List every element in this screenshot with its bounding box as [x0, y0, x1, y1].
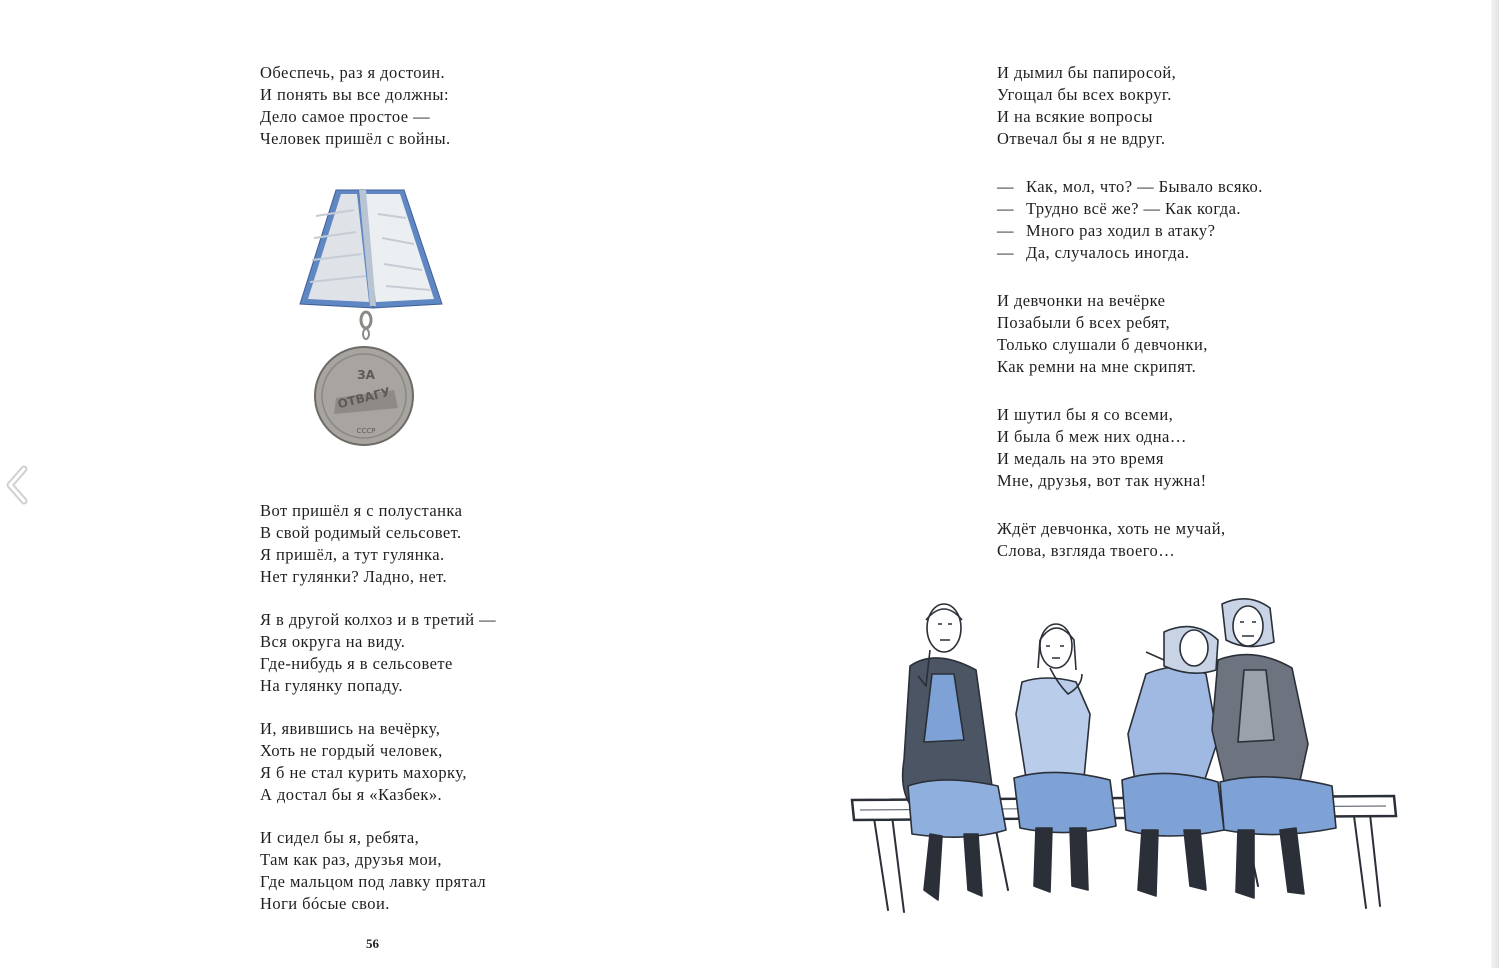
poem-line: Я в другой колхоз и в третий — — [260, 610, 497, 629]
stanza — [260, 827, 496, 915]
dialogue-stanza — [997, 176, 1263, 264]
page-edge — [1491, 0, 1499, 968]
poem-line: А достал бы я «Казбек». — [260, 785, 443, 804]
dialogue-text: Как, мол, что? — Бывало всяко. — [1026, 177, 1263, 196]
dialogue-dash: — — [997, 221, 1014, 240]
poem-line: Хоть не гордый человек, — [260, 741, 443, 760]
stanza — [260, 62, 451, 150]
poem-line: Нет гулянки? Ладно, нет. — [260, 567, 448, 586]
stanza — [260, 718, 496, 806]
stanza — [260, 609, 496, 697]
poem-line: Дело самое простое — — [260, 107, 431, 126]
prev-page-button[interactable] — [4, 464, 34, 506]
stanza — [260, 500, 496, 588]
medal-inscription: ЗА — [357, 368, 375, 382]
poem-line: Где-нибудь я в сельсовете — [260, 654, 453, 673]
poem-line: Вся округа на виду. — [260, 632, 406, 651]
stanza — [997, 518, 1263, 562]
poem-line: И, явившись на вечёрку, — [260, 719, 441, 738]
poem-line: На гулянку попаду. — [260, 676, 403, 695]
poem-line: И девчонки на вечёрке — [997, 291, 1166, 310]
poem-line: И понять вы все должны: — [260, 85, 449, 104]
stanza — [997, 404, 1263, 492]
stanza — [997, 62, 1263, 150]
poem-line: И была б меж них одна… — [997, 427, 1187, 446]
poem-line: И дымил бы папиросой, — [997, 63, 1177, 82]
poem-line: Ждёт девчонка, хоть не мучай, — [997, 519, 1226, 538]
poem-line: Слова, взгляда твоего… — [997, 541, 1176, 560]
poem-line: Как ремни на мне скрипят. — [997, 357, 1197, 376]
poem-line: Угощал бы всех вокруг. — [997, 85, 1172, 104]
poem-line: Человек пришёл с войны. — [260, 129, 451, 148]
poem-line: И медаль на это время — [997, 449, 1164, 468]
poem-line: Я пришёл, а тут гулянка. — [260, 545, 445, 564]
poem-line: Где мальцом под лавку прятал — [260, 872, 487, 891]
poem-line: В свой родимый сельсовет. — [260, 523, 462, 542]
dialogue-dash: — — [997, 177, 1014, 196]
dialogue-text: Много раз ходил в атаку? — [1026, 221, 1216, 240]
poem-line: И шутил бы я со всеми, — [997, 405, 1174, 424]
poem-line: Позабыли б всех ребят, — [997, 313, 1171, 332]
dialogue-line — [997, 242, 1263, 264]
dialogue-line — [997, 220, 1263, 242]
dialogue-line — [997, 176, 1263, 198]
girls-on-bench-illustration — [846, 590, 1406, 930]
medal-inscription: СССР — [356, 427, 376, 435]
left-poem — [260, 500, 496, 915]
poem-line: Только слушали б девчонки, — [997, 335, 1208, 354]
poem-line: И сидел бы я, ребята, — [260, 828, 420, 847]
right-poem — [997, 62, 1263, 562]
stanza — [997, 290, 1263, 378]
poem-line: Мне, друзья, вот так нужна! — [997, 471, 1207, 490]
poem-line: Обеспечь, раз я достоин. — [260, 63, 446, 82]
poem-line: Я б не стал курить махорку, — [260, 763, 467, 782]
medal-illustration — [296, 186, 446, 458]
dialogue-text: Да, случалось иногда. — [1026, 243, 1190, 262]
left-top-stanza — [260, 62, 451, 150]
page-number: 56 — [366, 936, 379, 951]
chevron-left-icon — [4, 464, 34, 506]
poem-line: Отвечал бы я не вдруг. — [997, 129, 1166, 148]
poem-line: Там как раз, друзья мои, — [260, 850, 443, 869]
medal-inscription: ОТВАГУ — [336, 384, 392, 412]
poem-line: Вот пришёл я с полустанка — [260, 501, 463, 520]
dialogue-dash: — — [997, 243, 1014, 262]
poem-line: И на всякие вопросы — [997, 107, 1153, 126]
dialogue-line — [997, 198, 1263, 220]
dialogue-text: Трудно всё же? — Как когда. — [1026, 199, 1241, 218]
poem-line: Ноги бóсые свои. — [260, 894, 390, 913]
dialogue-dash: — — [997, 199, 1014, 218]
